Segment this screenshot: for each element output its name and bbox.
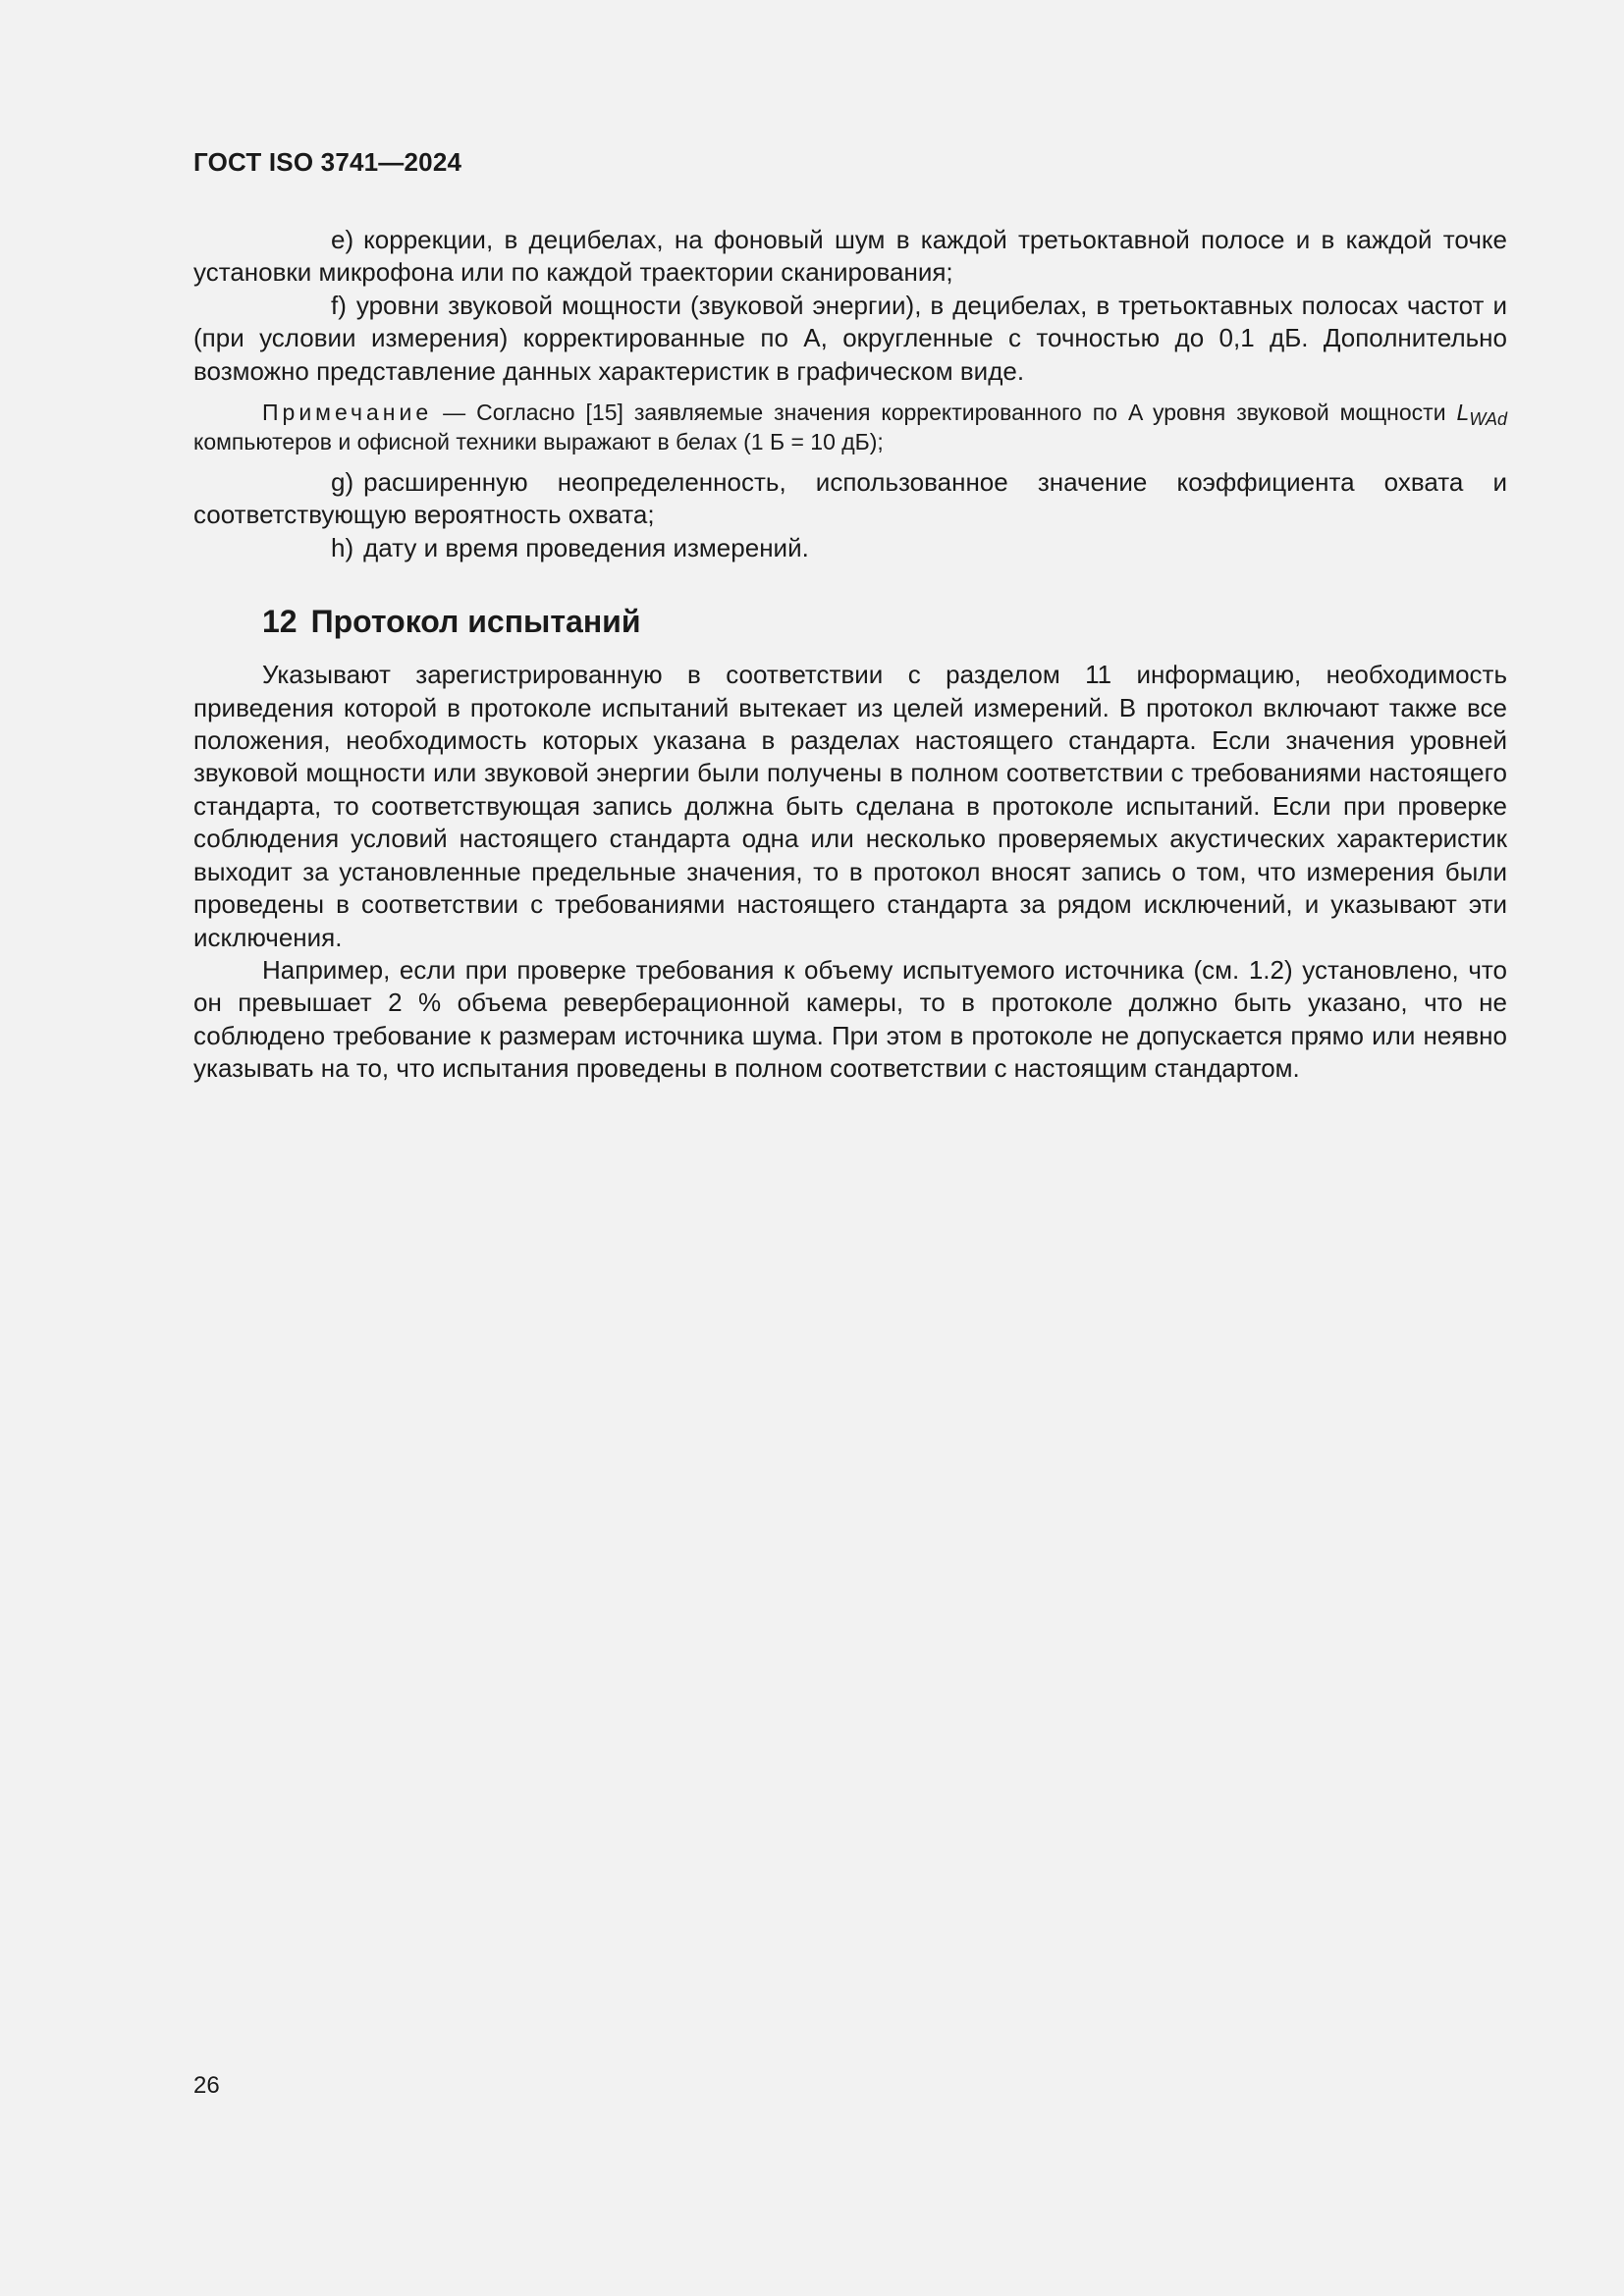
list-item-label: e) [331, 225, 354, 254]
note-symbol [1456, 400, 1507, 430]
document-page [193, 0, 1507, 2296]
note-symbol-main: L [1456, 400, 1470, 426]
note-text-after: компьютеров и офисной техники выражают в белах (1 Б = 10 дБ); [193, 429, 884, 455]
page-content [193, 224, 1507, 1086]
section-title: Протокол испытаний [310, 604, 641, 640]
list-item-text: дату и время проведения измерений. [363, 532, 809, 562]
list-item-h [193, 532, 1507, 564]
list-item-g [193, 466, 1507, 532]
page-number: 26 [193, 2072, 220, 2099]
section-heading [262, 602, 1507, 641]
list-item-f [193, 290, 1507, 388]
list-item-text: расширенную неопределенность, использованное значение коэффициента охвата и соответствующую вероятность охвата; [193, 467, 1507, 530]
list-item-text: коррекции, в децибелах, на фоновый шум в каждой третьоктавной полосе и в каждой точке установки микрофона или по каждой траектории сканирования; [193, 225, 1507, 288]
list-item-e [193, 224, 1507, 290]
note [193, 398, 1507, 456]
list-item-label: g) [331, 467, 354, 498]
note-text-before: — Согласно [15] заявляемые значения корректированного по A уровня звуковой мощности [432, 400, 1457, 426]
body-paragraph: Указывают зарегистрированную в соответствии с разделом 11 информацию, необходимость приведения которой в протоколе испытаний вытекает из целей измерений. В протокол включают также все положения, необходимость которых указана в разделах настоящего стандарта. Если значения уровней звуковой мощности или звуковой энергии были получены в полном соответствии с требованиями настоящего стандарта, то соответствующая запись должна быть сделана в протоколе испытаний. Если при проверке соблюдения условий настоящего стандарта одна или несколько проверяемых акустических характеристик выходит за установленные предельные значения, то в протокол вносят запись о том, что измерения были проведены в соответствии с требованиями настоящего стандарта за рядом исключений, и указывают эти исключения. [193, 660, 1507, 952]
document-header: ГОСТ ISO 3741—2024 [193, 147, 462, 177]
note-symbol-sub: WAd [1469, 409, 1507, 430]
body-paragraph: Например, если при проверке требования к объему испытуемого источника (см. 1.2) установлено, что он превышает 2 % объема реверберационной камеры, то в протоколе должно быть указано, что не соблюдено требование к размерам источника шума. При этом в протоколе не допускается прямо или неявно указывать на то, что испытания проведены в полном соответствии с настоящим стандартом. [193, 954, 1507, 1084]
list-item-label: h) [331, 532, 354, 562]
note-label: Примечание [262, 400, 433, 426]
list-item-text: уровни звуковой мощности (звуковой энергии), в децибелах, в третьоктавных полосах частот и (при условии измерения) корректированные по A, округленные с точностью до 0,1 дБ. Дополнительно возможно представление данных характеристик в графическом виде. [193, 290, 1507, 386]
section-number: 12 [262, 604, 298, 640]
list-item-label: f) [331, 290, 347, 320]
